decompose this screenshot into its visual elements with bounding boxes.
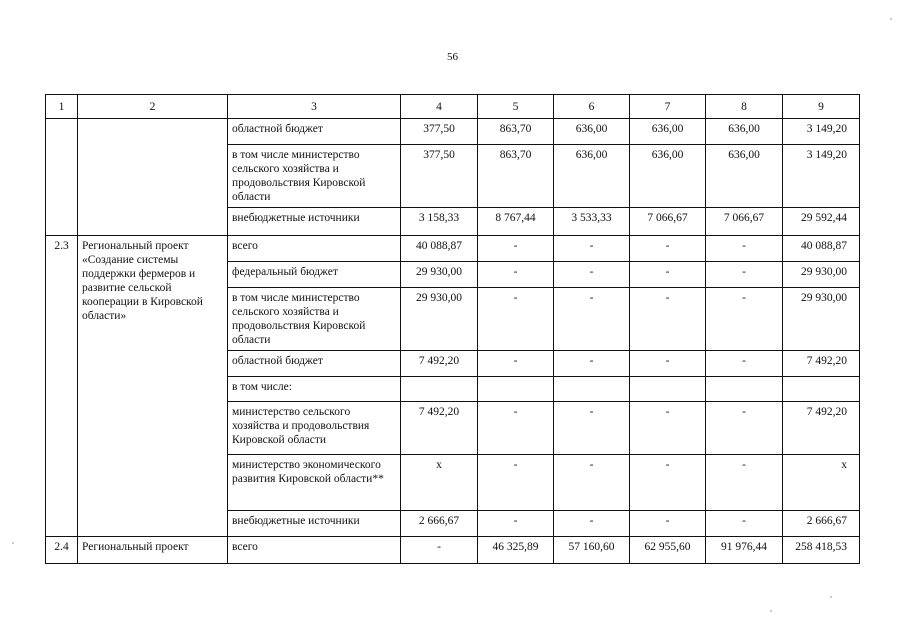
value-cell: - [478,288,554,351]
budget-table [45,94,860,564]
value-cell: 7 066,67 [630,208,706,236]
funding-source-cell: областной бюджет [228,119,401,145]
total-value-cell: 3 149,20 [783,145,860,208]
funding-source-cell: всего [228,537,401,564]
header-cell: 6 [554,95,630,119]
value-cell: 636,00 [630,145,706,208]
funding-source-cell: министерство экономического развития Кировской области** [228,455,401,511]
header-cell: 7 [630,95,706,119]
value-cell: x [401,455,478,511]
value-cell: - [478,351,554,377]
value-cell: 46 325,89 [478,537,554,564]
scan-speck [890,18,892,20]
value-cell: - [630,511,706,537]
value-cell [401,377,478,402]
item-number-cell: 2.4 [46,537,78,564]
total-value-cell: 29 592,44 [783,208,860,236]
project-name-cell [78,119,228,236]
value-cell: 7 066,67 [706,208,783,236]
value-cell: 636,00 [554,119,630,145]
value-cell: - [630,402,706,455]
table-row [46,537,860,564]
header-cell: 4 [401,95,478,119]
scan-speck [12,542,14,544]
page-number: 56 [447,51,458,63]
funding-source-cell: министерство сельского хозяйства и продовольствия Кировской области [228,402,401,455]
value-cell [478,377,554,402]
value-cell: 377,50 [401,119,478,145]
value-cell [554,377,630,402]
funding-source-cell: федеральный бюджет [228,262,401,288]
value-cell: 7 492,20 [401,351,478,377]
scan-speck [770,610,772,612]
total-value-cell: 7 492,20 [783,402,860,455]
header-cell: 8 [706,95,783,119]
value-cell: - [554,236,630,262]
value-cell: - [706,236,783,262]
value-cell: - [478,455,554,511]
total-value-cell: 3 149,20 [783,119,860,145]
table-header-row [46,95,860,119]
header-cell: 1 [46,95,78,119]
value-cell: - [554,262,630,288]
value-cell: - [554,288,630,351]
total-value-cell: 40 088,87 [783,236,860,262]
value-cell: 863,70 [478,145,554,208]
value-cell [706,377,783,402]
value-cell: - [478,511,554,537]
value-cell: - [478,262,554,288]
item-number-cell: 2.3 [46,236,78,537]
value-cell: - [630,236,706,262]
value-cell: 3 533,33 [554,208,630,236]
value-cell: 636,00 [630,119,706,145]
value-cell: 2 666,67 [401,511,478,537]
total-value-cell: 258 418,53 [783,537,860,564]
item-number-cell [46,119,78,236]
table-row [46,236,860,262]
value-cell: - [630,351,706,377]
value-cell: - [706,402,783,455]
value-cell: 3 158,33 [401,208,478,236]
value-cell: - [554,455,630,511]
value-cell: - [630,288,706,351]
value-cell: 57 160,60 [554,537,630,564]
project-name-cell: Региональный проект [78,537,228,564]
value-cell: - [554,402,630,455]
value-cell: 7 492,20 [401,402,478,455]
funding-source-cell: в том числе: [228,377,401,402]
header-cell: 5 [478,95,554,119]
total-value-cell: 29 930,00 [783,288,860,351]
funding-source-cell: внебюджетные источники [228,511,401,537]
value-cell: 636,00 [706,145,783,208]
project-name-cell: Региональный проект «Создание системы поддержки фермеров и развитие сельской кооперации в Кировской области» [78,236,228,537]
total-value-cell: 2 666,67 [783,511,860,537]
value-cell: 40 088,87 [401,236,478,262]
value-cell: 636,00 [554,145,630,208]
value-cell: - [401,537,478,564]
value-cell: - [706,351,783,377]
funding-source-cell: в том числе министерство сельского хозяйства и продовольствия Кировской области [228,288,401,351]
value-cell: - [554,511,630,537]
value-cell: 863,70 [478,119,554,145]
value-cell: 636,00 [706,119,783,145]
value-cell: - [630,262,706,288]
header-cell: 9 [783,95,860,119]
value-cell: - [706,262,783,288]
value-cell: - [706,511,783,537]
value-cell: 29 930,00 [401,262,478,288]
funding-source-cell: в том числе министерство сельского хозяйства и продовольствия Кировской области [228,145,401,208]
value-cell: 29 930,00 [401,288,478,351]
value-cell: - [554,351,630,377]
table-row [46,119,860,145]
funding-source-cell: областной бюджет [228,351,401,377]
total-value-cell [783,377,860,402]
value-cell: 8 767,44 [478,208,554,236]
funding-source-cell: всего [228,236,401,262]
value-cell: 91 976,44 [706,537,783,564]
header-cell: 2 [78,95,228,119]
value-cell: 62 955,60 [630,537,706,564]
value-cell: 377,50 [401,145,478,208]
total-value-cell: 29 930,00 [783,262,860,288]
total-value-cell: 7 492,20 [783,351,860,377]
value-cell: - [706,455,783,511]
value-cell: - [706,288,783,351]
total-value-cell: x [783,455,860,511]
funding-source-cell: внебюджетные источники [228,208,401,236]
value-cell: - [630,455,706,511]
value-cell [630,377,706,402]
scan-speck [830,596,832,598]
value-cell: - [478,236,554,262]
value-cell: - [478,402,554,455]
header-cell: 3 [228,95,401,119]
